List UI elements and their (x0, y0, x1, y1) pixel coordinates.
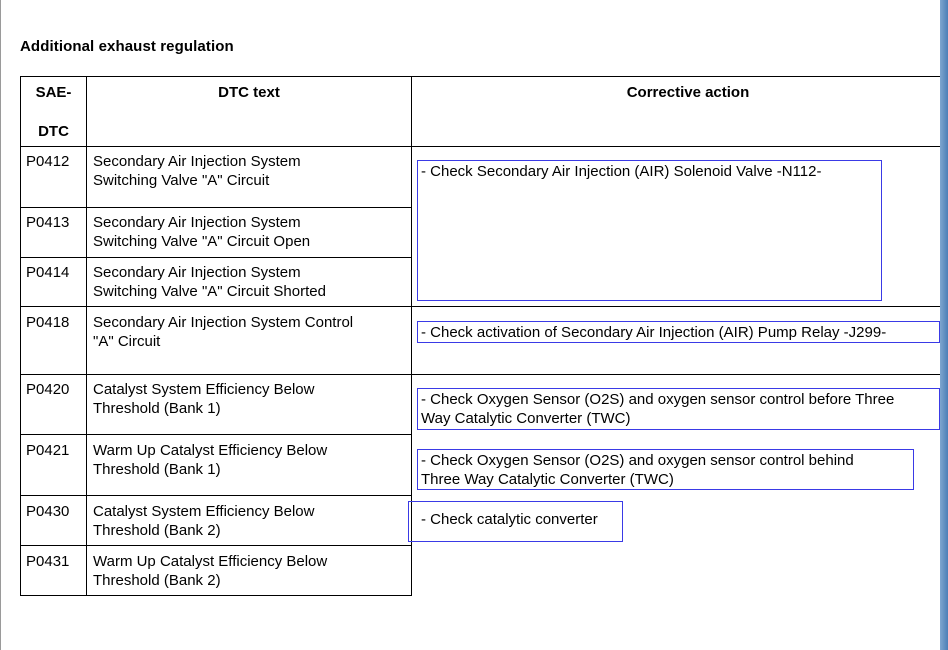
row-line (20, 207, 412, 208)
dtc-text-line: Threshold (Bank 2) (93, 572, 221, 589)
header-corrective-action: Corrective action (626, 84, 750, 101)
corrective-action-text: - Check catalytic converter (421, 511, 598, 528)
corrective-action-link[interactable] (417, 449, 914, 490)
window-left-border (0, 0, 1, 650)
row-line (20, 306, 940, 307)
corrective-action-text: - Check Oxygen Sensor (O2S) and oxygen sensor control behind (421, 452, 854, 469)
corrective-action-text: - Check activation of Secondary Air Injection (AIR) Pump Relay -J299- (421, 324, 887, 341)
table-header-bottom (20, 146, 940, 147)
header-sae: SAE- (35, 84, 72, 101)
dtc-code: P0418 (26, 314, 70, 331)
table-border-left (20, 76, 21, 596)
table-divider-col1 (86, 76, 87, 596)
dtc-text-line: Switching Valve "A" Circuit Shorted (93, 283, 326, 300)
corrective-action-text: - Check Oxygen Sensor (O2S) and oxygen sensor control before Three (421, 391, 895, 408)
corrective-action-link[interactable] (417, 321, 940, 343)
corrective-action-text: - Check Secondary Air Injection (AIR) Solenoid Valve -N112- (421, 163, 822, 180)
corrective-action-text: Way Catalytic Converter (TWC) (421, 410, 631, 427)
corrective-action-text: Three Way Catalytic Converter (TWC) (421, 471, 674, 488)
dtc-code: P0431 (26, 553, 70, 570)
dtc-text-line: Secondary Air Injection System Control (93, 314, 354, 331)
header-dtc-text: DTC text (218, 84, 280, 101)
corrective-action-link[interactable] (417, 160, 882, 301)
dtc-code: P0421 (26, 442, 70, 459)
dtc-text-line: Secondary Air Injection System (93, 153, 301, 170)
corrective-action-link[interactable] (417, 388, 940, 430)
row-line (20, 434, 412, 435)
table-border-top (20, 76, 940, 77)
dtc-text-line: Threshold (Bank 2) (93, 522, 221, 539)
dtc-text-line: Switching Valve "A" Circuit (93, 172, 270, 189)
row-line (20, 545, 412, 546)
dtc-text-line: "A" Circuit (93, 333, 161, 350)
dtc-text-line: Warm Up Catalyst Efficiency Below (93, 442, 328, 459)
dtc-text-line: Secondary Air Injection System (93, 214, 301, 231)
row-line (20, 495, 412, 496)
dtc-text-line: Secondary Air Injection System (93, 264, 301, 281)
dtc-text-line: Threshold (Bank 1) (93, 461, 221, 478)
dtc-text-line: Catalyst System Efficiency Below (93, 503, 315, 520)
section-title: Additional exhaust regulation (20, 38, 234, 55)
row-line (20, 374, 940, 375)
dtc-code: P0430 (26, 503, 70, 520)
dtc-code: P0414 (26, 264, 70, 281)
header-dtc: DTC (38, 123, 69, 140)
dtc-text-line: Switching Valve "A" Circuit Open (93, 233, 311, 250)
dtc-code: P0413 (26, 214, 70, 231)
dtc-code: P0412 (26, 153, 70, 170)
dtc-code: P0420 (26, 381, 70, 398)
row-line (20, 257, 412, 258)
dtc-text-line: Catalyst System Efficiency Below (93, 381, 315, 398)
dtc-text-line: Warm Up Catalyst Efficiency Below (93, 553, 328, 570)
corrective-action-link[interactable] (408, 501, 623, 542)
dtc-text-line: Threshold (Bank 1) (93, 400, 221, 417)
table-border-bottom (20, 595, 412, 596)
